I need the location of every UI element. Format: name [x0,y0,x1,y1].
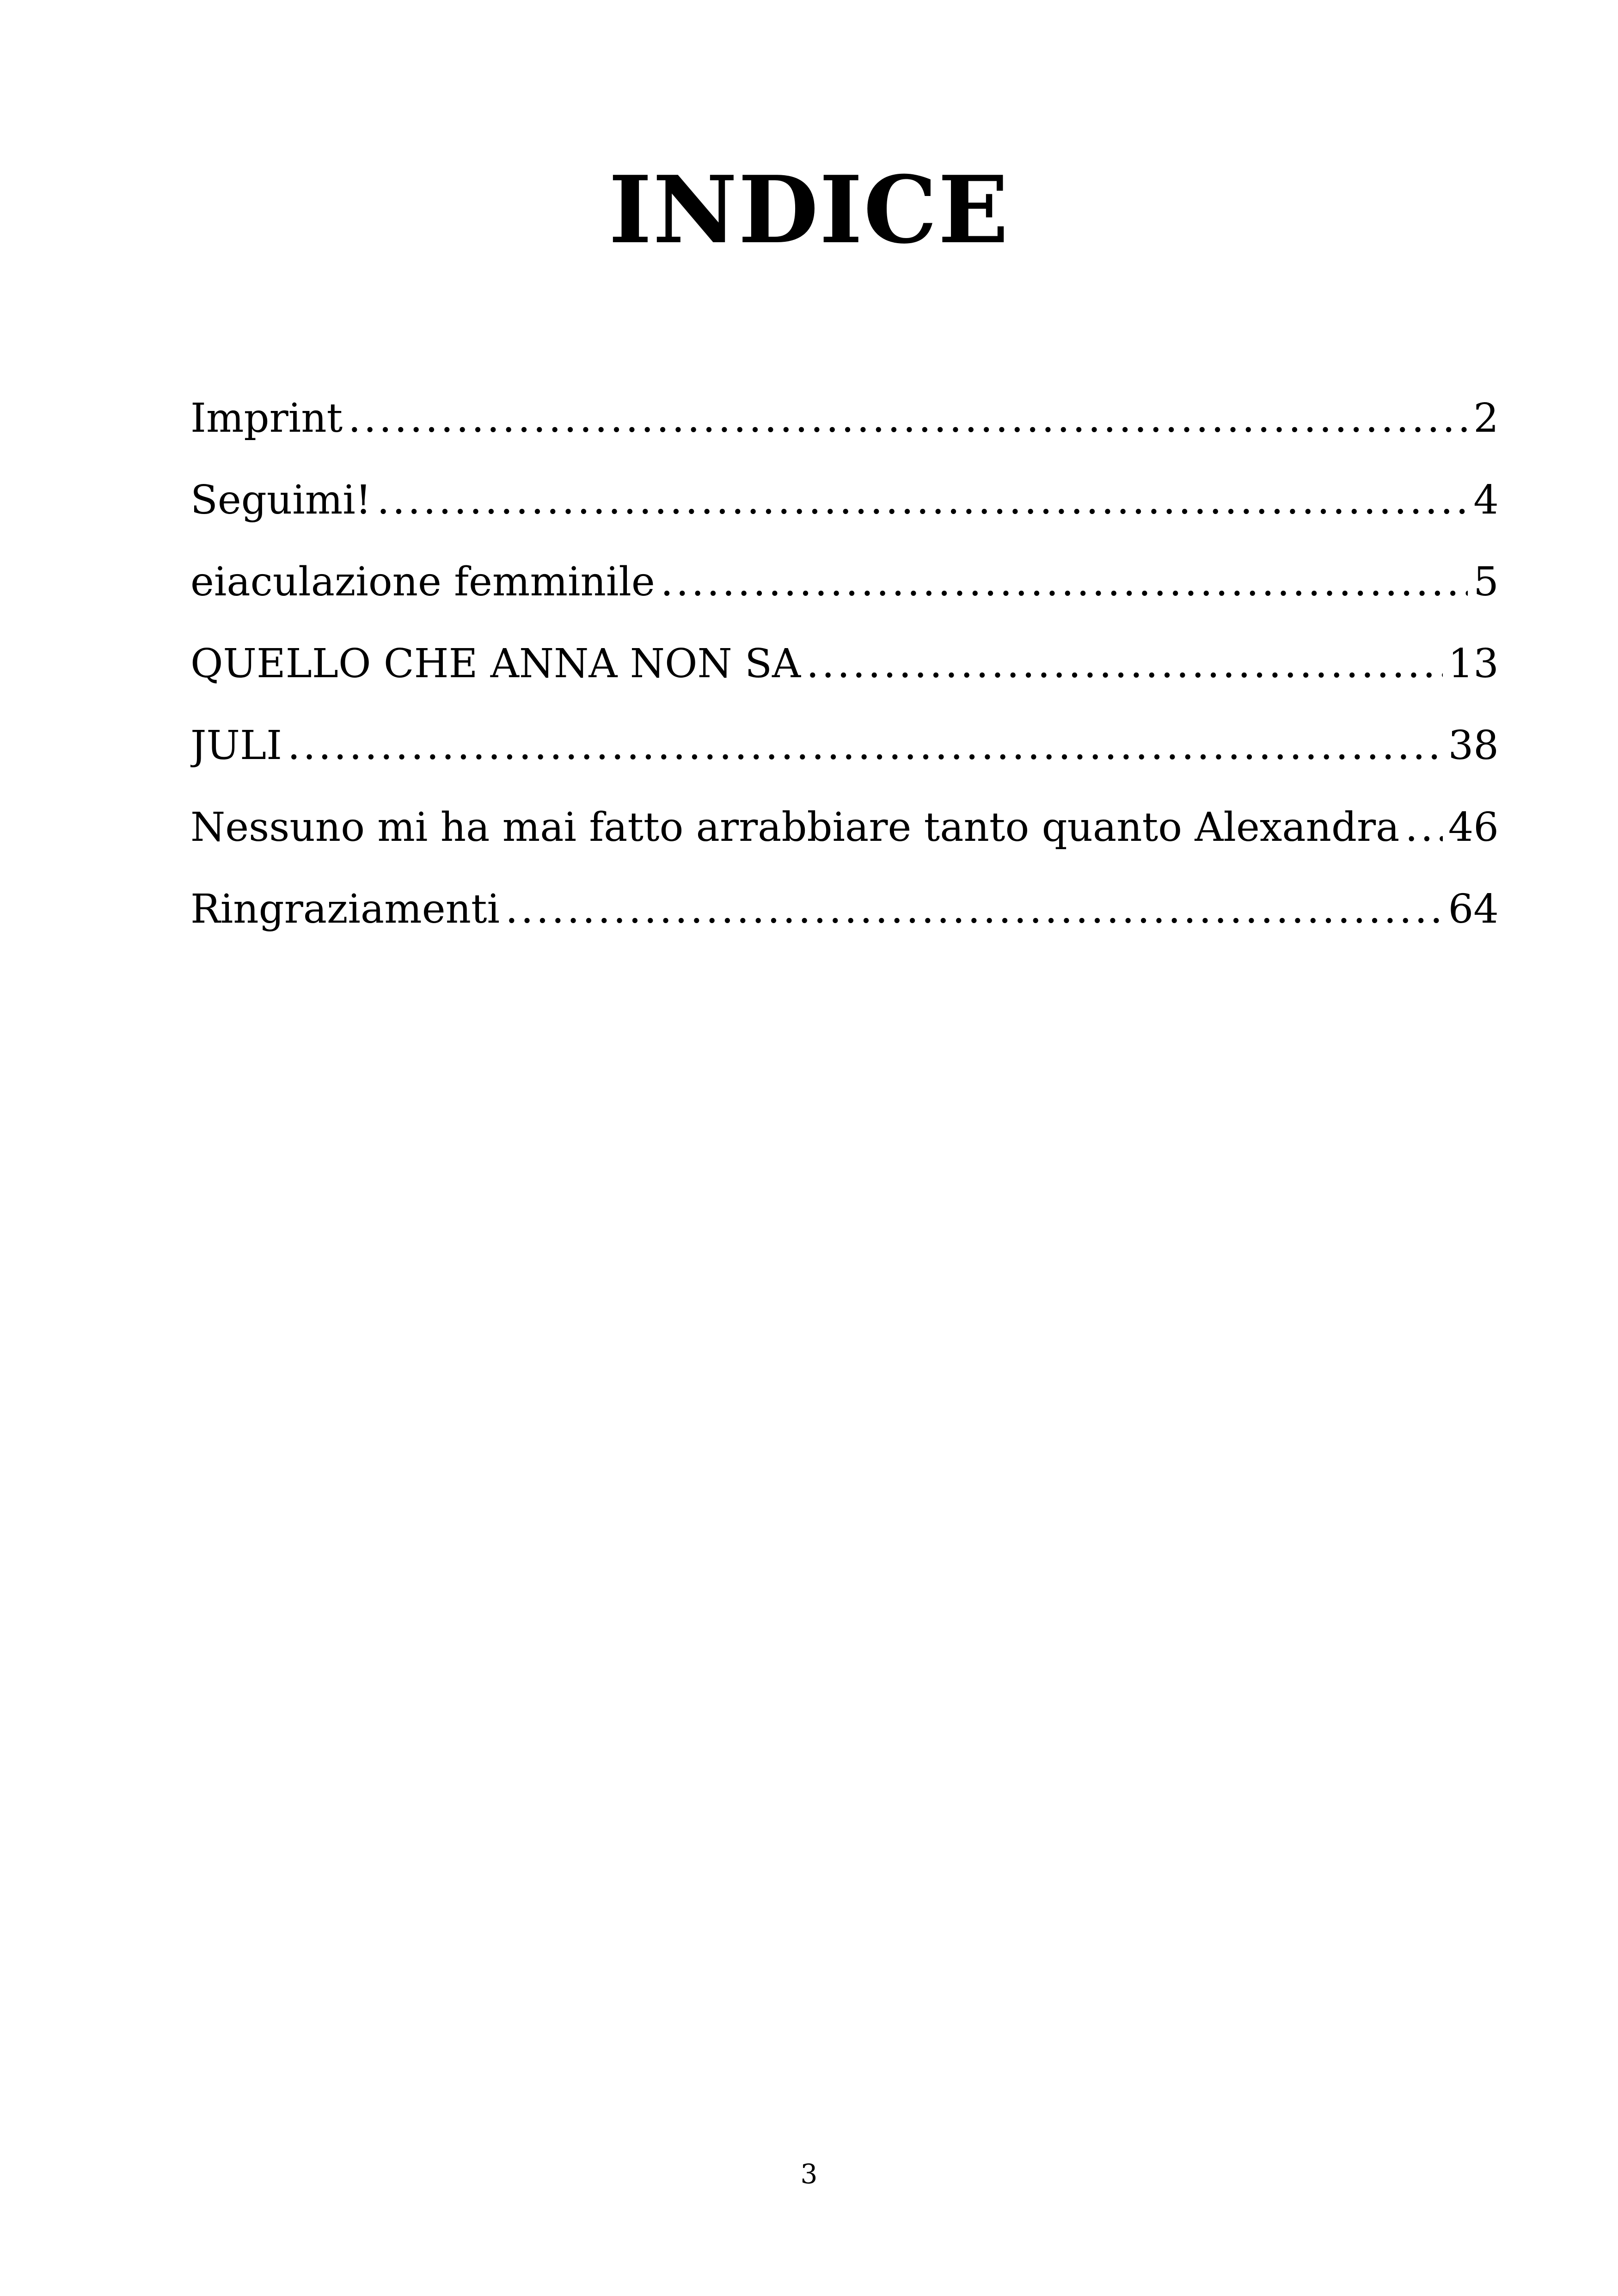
toc-entry-label: JULI [190,722,282,769]
toc-entry-label: eiaculazione femminile [190,559,655,605]
toc-entry-label: Imprint [190,395,343,441]
toc-entry-page: 5 [1473,559,1499,605]
toc-entry-label: QUELLO CHE ANNA NON SA [190,641,801,687]
toc-entry-page: 13 [1448,641,1499,687]
toc-dot-leader [806,629,1442,698]
table-of-contents [190,384,1499,956]
toc-entry-page: 64 [1448,886,1499,932]
toc-entry-page: 46 [1448,804,1499,851]
toc-entry-nessuno-mi-ha-mai-fatto[interactable] [190,793,1499,875]
toc-dot-leader [348,384,1468,453]
toc-dot-leader [288,711,1443,780]
toc-dot-leader [505,875,1443,944]
toc-entry-juli[interactable] [190,711,1499,793]
toc-dot-leader [661,547,1468,617]
toc-entry-page: 4 [1473,477,1499,523]
toc-entry-label: Nessuno mi ha mai fatto arrabbiare tanto quanto Alexandra [190,804,1400,851]
toc-entry-imprint[interactable] [190,384,1499,465]
toc-dot-leader [1405,793,1442,862]
toc-entry-label: Seguimi! [190,477,372,523]
toc-entry-page: 2 [1473,395,1499,441]
toc-entry-page: 38 [1448,722,1499,769]
toc-entry-label: Ringraziamenti [190,886,500,932]
toc-entry-seguimi[interactable] [190,465,1499,547]
toc-entry-ringraziamenti[interactable] [190,875,1499,956]
toc-entry-quello-che-anna-non-sa[interactable] [190,629,1499,711]
toc-dot-leader [377,465,1468,535]
toc-entry-eiaculazione-femminile[interactable] [190,547,1499,629]
page-number: 3 [800,2158,818,2190]
page-title: INDICE [608,156,1010,264]
